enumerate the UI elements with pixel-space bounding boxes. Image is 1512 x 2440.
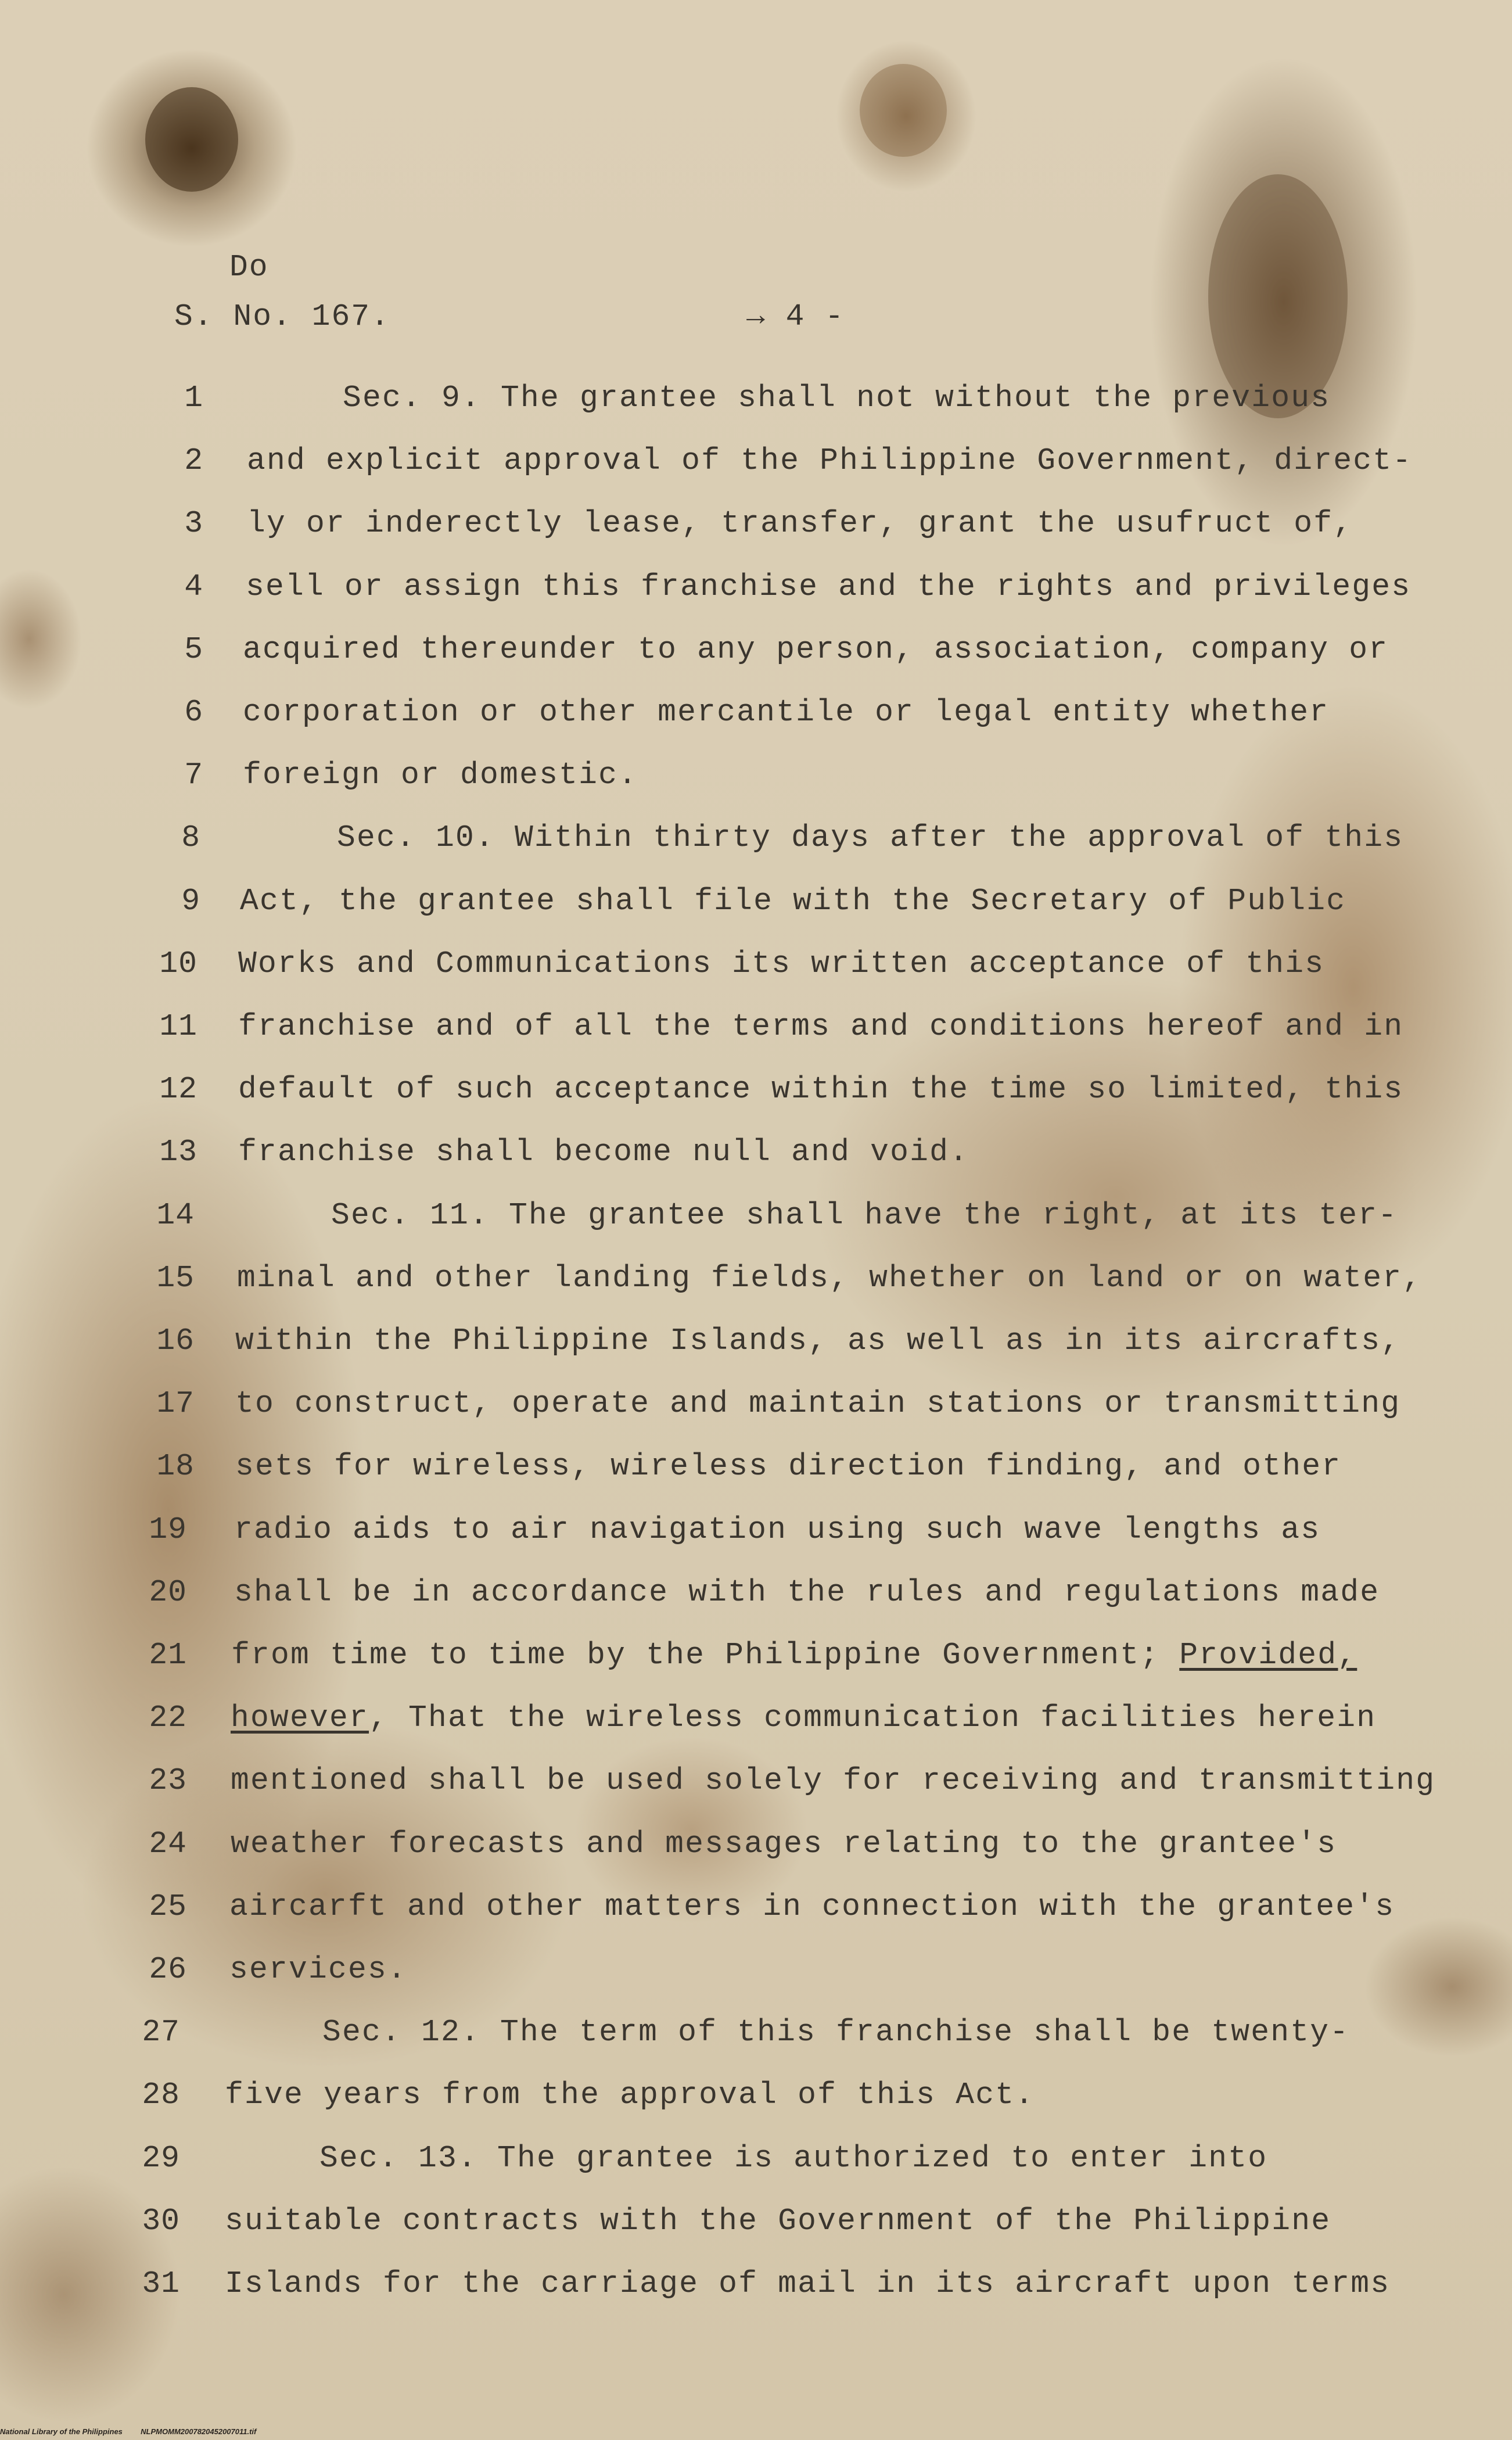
line-2 bbox=[0, 443, 1512, 484]
line-text bbox=[231, 1700, 1376, 1735]
text-segment: from time to time by the Philippine Government; bbox=[231, 1638, 1180, 1673]
text-segment: , That the wireless communication facilities herein bbox=[369, 1700, 1377, 1735]
line-14 bbox=[0, 1198, 1512, 1239]
line-24 bbox=[0, 1827, 1512, 1867]
line-text bbox=[247, 443, 1412, 478]
line-number: 9 bbox=[181, 884, 200, 918]
line-text bbox=[235, 1449, 1341, 1484]
line-number: 8 bbox=[181, 820, 200, 855]
line-number: 5 bbox=[184, 632, 203, 667]
line-4 bbox=[0, 569, 1512, 610]
line-text bbox=[235, 1323, 1400, 1358]
text-segment: Works and Communications its written acceptance of this bbox=[238, 946, 1325, 981]
line-18 bbox=[0, 1449, 1512, 1490]
text-segment: Islands for the carriage of mail in its aircraft upon terms bbox=[225, 2266, 1391, 2301]
line-19 bbox=[0, 1512, 1512, 1553]
line-27 bbox=[0, 2015, 1512, 2055]
line-number: 15 bbox=[156, 1261, 195, 1296]
text-segment: within the Philippine Islands, as well as in its aircrafts, bbox=[235, 1323, 1401, 1358]
line-8 bbox=[0, 820, 1512, 861]
text-segment: weather forecasts and messages relating to the grantee's bbox=[231, 1827, 1337, 1861]
text-segment: and explicit approval of the Philippine Government, direct- bbox=[247, 443, 1413, 478]
line-number: 25 bbox=[149, 1889, 187, 1924]
line-29 bbox=[0, 2141, 1512, 2181]
line-23 bbox=[0, 1763, 1512, 1804]
line-text bbox=[247, 506, 1353, 541]
text-segment: to construct, operate and maintain stations or transmitting bbox=[235, 1386, 1401, 1421]
line-1 bbox=[0, 381, 1512, 421]
line-11 bbox=[0, 1009, 1512, 1050]
line-text bbox=[225, 2077, 1035, 2112]
text-segment: services. bbox=[229, 1952, 408, 1987]
line-20 bbox=[0, 1575, 1512, 1616]
line-10 bbox=[0, 946, 1512, 987]
text-segment: sell or assign this franchise and the rights and privileges bbox=[246, 569, 1412, 604]
line-15 bbox=[0, 1261, 1512, 1301]
line-21 bbox=[0, 1638, 1512, 1678]
line-text bbox=[231, 1638, 1357, 1673]
text-segment: shall be in accordance with the rules and regulations made bbox=[234, 1575, 1380, 1610]
line-number: 27 bbox=[142, 2015, 180, 2050]
text-segment: five years from the approval of this Act. bbox=[225, 2077, 1035, 2112]
line-number: 13 bbox=[159, 1135, 197, 1169]
text-segment: Sec. 11. The grantee shall have the right, at its ter- bbox=[331, 1198, 1398, 1233]
line-30 bbox=[0, 2204, 1512, 2244]
line-3 bbox=[0, 506, 1512, 547]
line-text bbox=[238, 946, 1324, 981]
line-number: 18 bbox=[156, 1449, 195, 1484]
line-number: 29 bbox=[142, 2141, 180, 2176]
line-number: 2 bbox=[184, 443, 203, 478]
text-segment: corporation or other mercantile or legal entity whether bbox=[243, 695, 1330, 730]
line-7 bbox=[0, 758, 1512, 798]
line-text bbox=[240, 884, 1346, 918]
archive-label: National Library of the Philippines bbox=[0, 2427, 123, 2436]
line-number: 21 bbox=[149, 1638, 187, 1673]
text-segment: Sec. 10. Within thirty days after the approval of this bbox=[337, 820, 1404, 855]
text-segment: minal and other landing fields, whether on land or on water, bbox=[237, 1261, 1423, 1296]
page-number: → 4 - bbox=[746, 299, 845, 334]
line-text bbox=[243, 758, 638, 792]
line-text bbox=[343, 381, 1330, 415]
text-segment: aircarft and other matters in connection with the grantee's bbox=[229, 1889, 1395, 1924]
text-segment: acquired thereunder to any person, association, company or bbox=[243, 632, 1389, 667]
line-text bbox=[234, 1512, 1320, 1547]
footer-archive-label bbox=[0, 2427, 256, 2436]
line-22 bbox=[0, 1700, 1512, 1741]
text-segment: foreign or domestic. bbox=[243, 758, 638, 792]
text-segment: sets for wireless, wireless direction finding, and other bbox=[235, 1449, 1342, 1484]
line-number: 30 bbox=[142, 2204, 180, 2238]
line-6 bbox=[0, 695, 1512, 735]
line-16 bbox=[0, 1323, 1512, 1364]
line-number: 6 bbox=[184, 695, 203, 730]
line-text bbox=[225, 2266, 1390, 2301]
line-number: 11 bbox=[159, 1009, 197, 1044]
line-number: 4 bbox=[184, 569, 203, 604]
line-number: 20 bbox=[149, 1575, 187, 1610]
line-number: 26 bbox=[149, 1952, 187, 1987]
line-number: 12 bbox=[159, 1072, 197, 1107]
line-number: 28 bbox=[142, 2077, 180, 2112]
line-5 bbox=[0, 632, 1512, 673]
stain-top-center bbox=[860, 64, 947, 157]
line-text bbox=[331, 1198, 1398, 1233]
text-segment: franchise shall become null and void. bbox=[238, 1135, 969, 1169]
line-17 bbox=[0, 1386, 1512, 1427]
line-26 bbox=[0, 1952, 1512, 1993]
line-text bbox=[246, 569, 1411, 604]
line-number: 10 bbox=[159, 946, 197, 981]
line-number: 14 bbox=[156, 1198, 195, 1233]
bill-number: S. No. 167. bbox=[174, 299, 390, 334]
line-text bbox=[238, 1009, 1403, 1044]
line-28 bbox=[0, 2077, 1512, 2118]
line-9 bbox=[0, 884, 1512, 924]
text-segment: Act, the grantee shall file with the Secretary of Public bbox=[240, 884, 1346, 918]
document-marker: Do bbox=[229, 250, 269, 285]
stain-top-left bbox=[145, 87, 238, 192]
line-31 bbox=[0, 2266, 1512, 2307]
line-text bbox=[231, 1763, 1435, 1798]
line-text bbox=[243, 695, 1329, 730]
line-text bbox=[337, 820, 1403, 855]
line-number: 1 bbox=[184, 381, 203, 415]
line-12 bbox=[0, 1072, 1512, 1113]
line-text bbox=[234, 1575, 1380, 1610]
line-text bbox=[229, 1889, 1395, 1924]
line-number: 3 bbox=[184, 506, 203, 541]
line-number: 19 bbox=[149, 1512, 187, 1547]
line-text bbox=[322, 2015, 1349, 2050]
text-segment: radio aids to air navigation using such wave lengths as bbox=[234, 1512, 1321, 1547]
text-segment: Sec. 12. The term of this franchise shall be twenty- bbox=[322, 2015, 1350, 2050]
text-segment: Sec. 13. The grantee is authorized to enter into bbox=[319, 2141, 1268, 2176]
line-text bbox=[237, 1261, 1422, 1296]
text-segment: Sec. 9. The grantee shall not without the previous bbox=[343, 381, 1331, 415]
underlined-text: however bbox=[231, 1700, 369, 1735]
text-segment: suitable contracts with the Government of the Philippine bbox=[225, 2204, 1331, 2238]
line-text bbox=[238, 1135, 969, 1169]
text-segment: franchise and of all the terms and conditions hereof and in bbox=[238, 1009, 1404, 1044]
text-segment: default of such acceptance within the time so limited, this bbox=[238, 1072, 1404, 1107]
text-segment: ly or inderectly lease, transfer, grant the usufruct of, bbox=[247, 506, 1353, 541]
line-text bbox=[319, 2141, 1267, 2176]
text-segment: mentioned shall be used solely for receiving and transmitting bbox=[231, 1763, 1436, 1798]
line-number: 16 bbox=[156, 1323, 195, 1358]
line-number: 22 bbox=[149, 1700, 187, 1735]
line-text bbox=[238, 1072, 1403, 1107]
line-25 bbox=[0, 1889, 1512, 1930]
line-text bbox=[235, 1386, 1400, 1421]
line-text bbox=[243, 632, 1388, 667]
underlined-text: Provided, bbox=[1179, 1638, 1357, 1673]
line-number: 7 bbox=[184, 758, 203, 792]
line-text bbox=[225, 2204, 1331, 2238]
line-13 bbox=[0, 1135, 1512, 1175]
file-id: NLPMOMM2007820452007011.tif bbox=[141, 2427, 257, 2436]
line-number: 31 bbox=[142, 2266, 180, 2301]
line-text bbox=[231, 1827, 1337, 1861]
line-text bbox=[229, 1952, 407, 1987]
line-number: 24 bbox=[149, 1827, 187, 1861]
line-number: 17 bbox=[156, 1386, 195, 1421]
line-number: 23 bbox=[149, 1763, 187, 1798]
